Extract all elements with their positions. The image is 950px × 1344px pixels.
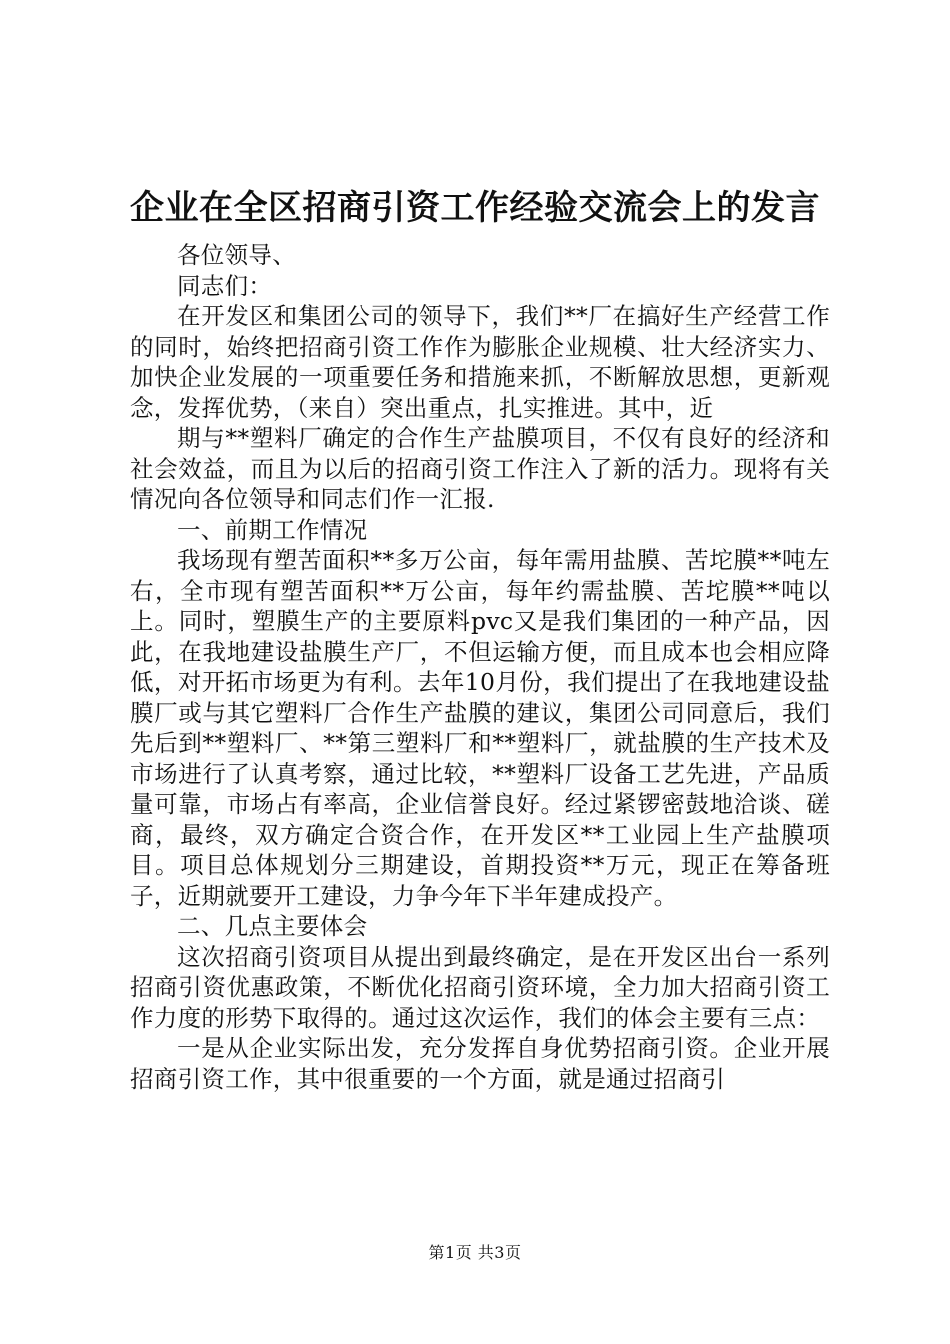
document-title: 企业在全区招商引资工作经验交流会上的发言 xyxy=(130,188,820,228)
paragraph-key-experiences: 这次招商引资项目从提出到最终确定，是在开发区出台一系列招商引资优惠政策，不断优化招商引资环境，全力加大招商引资工作力度的形势下取得的。通过这次运作，我们的体会主要有三点： xyxy=(130,942,830,1032)
section-heading-preliminary-work: 一、前期工作情况 xyxy=(177,515,368,544)
page-footer: 第1页 共3页 xyxy=(428,1243,522,1262)
paragraph-intro: 在开发区和集团公司的领导下，我们**厂在搞好生产经营工作的同时，始终把招商引资工作作为膨胀企业规模、壮大经济实力、加快企业发展的一项重要任务和措施来抓，不断解放思想，更新观念，发挥优势，（来自）突出重点，扎实推进。其中，近 xyxy=(130,302,830,422)
section-heading-key-experiences: 二、几点主要体会 xyxy=(177,912,368,940)
salutation-comrades: 同志们： xyxy=(177,271,273,300)
document-body xyxy=(130,240,830,1094)
paragraph-preliminary-work: 我场现有塑苦面积**多万公亩，每年需用盐膜、苦坨膜**吨左右，全市现有塑苦面积**万公亩，每年约需盐膜、苦坨膜**吨以上。同时，塑膜生产的主要原料pvc又是我们集团的一种产品，因此，在我地建设盐膜生产厂，不但运输方便，而且成本也会相应降低，对开拓市场更为有利。去年10月份，我们提出了在我地建设盐膜厂或与其它塑料厂合作生产盐膜的建议，集团公司同意后，我们先后到**塑料厂、**第三塑料厂和**塑料厂，就盐膜的生产技术及市场进行了认真考察，通过比较，**塑料厂设备工艺先进，产品质量可靠，市场占有率高，企业信誉良好。经过紧锣密鼓地洽谈、磋商，最终，双方确定合资合作，在开发区**工业园上生产盐膜项目。项目总体规划分三期建设，首期投资**万元，现正在筹备班子，近期就要开工建设，力争今年下半年建成投产。 xyxy=(130,546,830,910)
paragraph-project-summary: 期与**塑料厂确定的合作生产盐膜项目，不仅有良好的经济和社会效益，而且为以后的招商引资工作注入了新的活力。现将有关情况向各位领导和同志们作一汇报. xyxy=(130,424,830,513)
salutation-leaders: 各位领导、 xyxy=(177,241,296,269)
paragraph-point-one: 一是从企业实际出发，充分发挥自身优势招商引资。企业开展招商引资工作，其中很重要的一个方面，就是通过招商引 xyxy=(130,1034,830,1093)
